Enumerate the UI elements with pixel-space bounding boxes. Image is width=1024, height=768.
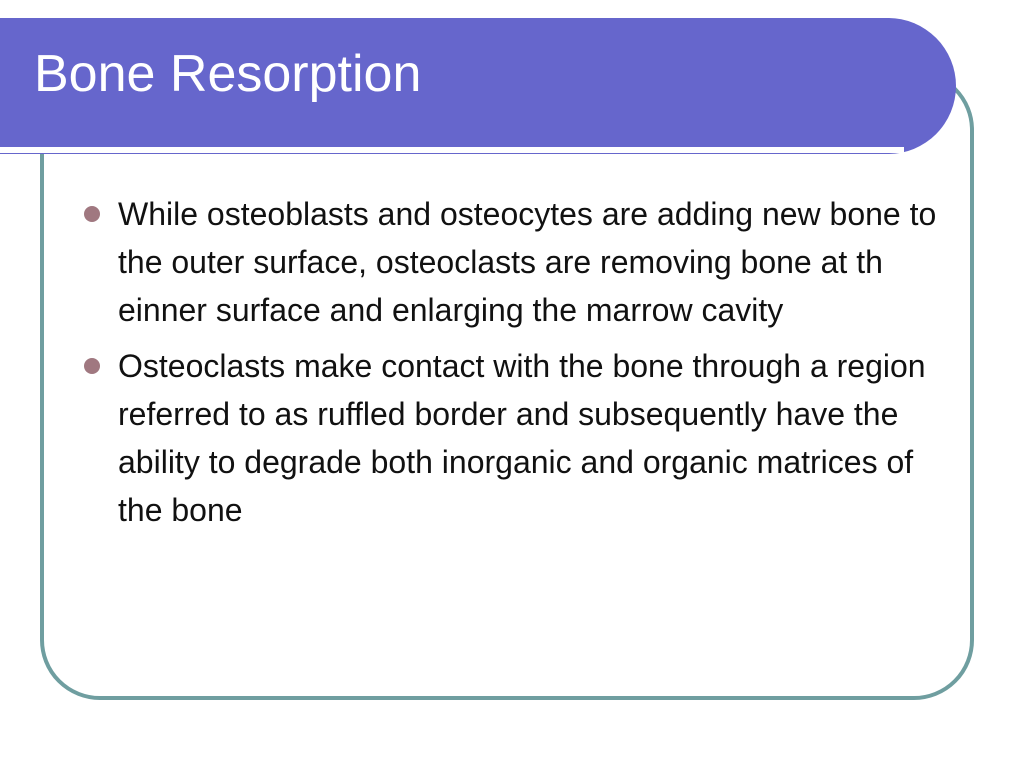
bullet-dot-icon [84,358,100,374]
title-underline [0,147,904,153]
bullet-list [80,190,950,542]
bullet-item [80,342,950,534]
slide-title: Bone Resorption [34,45,422,103]
bullet-item [80,190,950,334]
bullet-text: Osteoclasts make contact with the bone through a region referred to as ruffled border and subsequently have the ability to degrade both inorganic and organic matrices of the bone [118,348,926,528]
bullet-text: While osteoblasts and osteocytes are adding new bone to the outer surface, osteoclasts are removing bone at th einner surface and enlarging the marrow cavity [118,196,937,328]
bullet-dot-icon [84,206,100,222]
